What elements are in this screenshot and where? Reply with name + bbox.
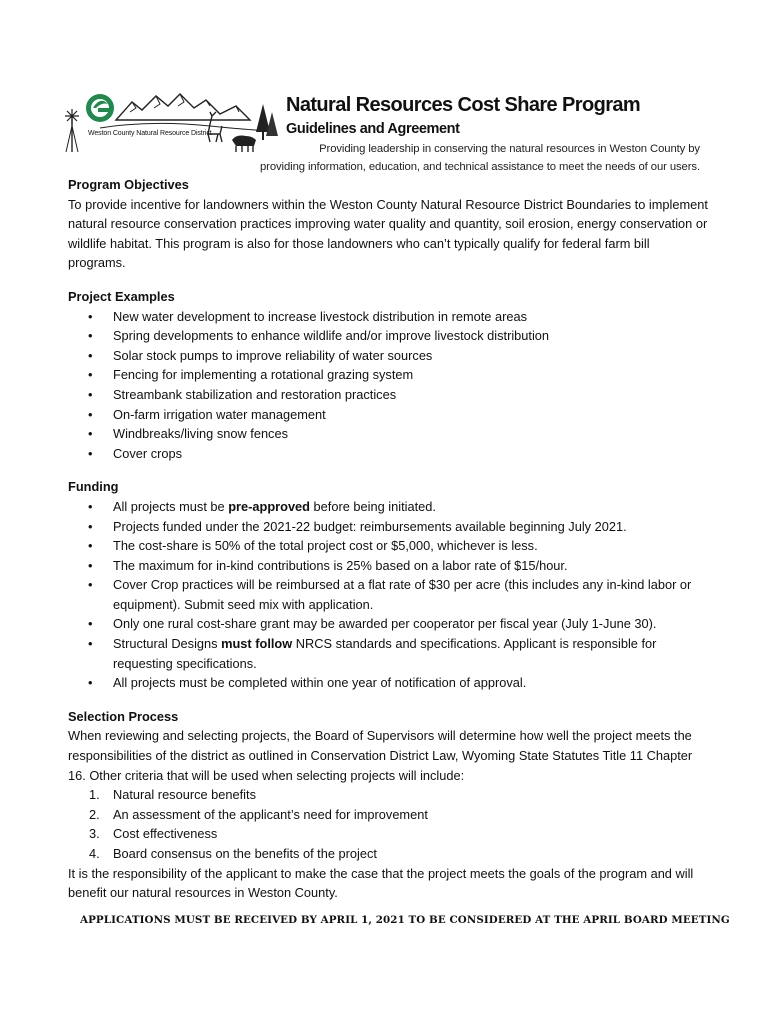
criteria-number: 2. xyxy=(89,806,100,822)
funding-list xyxy=(68,497,708,693)
funding-heading: Funding xyxy=(68,479,119,495)
criteria-text: An assessment of the applicant’s need for improvement xyxy=(113,806,428,822)
tagline-line-2: providing information, education, and technical assistance to meet the needs of our users. xyxy=(259,161,700,173)
deadline-notice: APPLICATIONS MUST BE RECEIVED BY APRIL 1, 2021 TO BE CONSIDERED AT THE APRIL BOARD MEETING xyxy=(80,914,730,926)
funding-item-1-bold: pre-approved xyxy=(228,498,310,514)
selection-section xyxy=(68,707,708,903)
list-item: • New water development to increase livestock distribution in remote areas xyxy=(68,307,708,327)
list-item: • Projects funded under the 2021-22 budget: reimbursements available beginning July 2021. xyxy=(68,517,708,537)
funding-item-7-pre: Structural Designs xyxy=(113,636,222,652)
criteria-text: Board consensus on the benefits of the project xyxy=(113,846,377,861)
funding-item-7-bold: must follow xyxy=(221,636,293,652)
selection-heading: Selection Process xyxy=(68,708,179,724)
examples-list xyxy=(68,307,708,464)
examples-heading: Project Examples xyxy=(68,288,175,304)
examples-section xyxy=(68,287,708,463)
list-item xyxy=(68,824,708,844)
list-item xyxy=(68,634,708,673)
selection-intro: When reviewing and selecting projects, the Board of Supervisors will determine how well the project meets the responsibilities of the district as outlined in Conservation District Law, Wyoming State Statutes Title 11 Chapter 16. Other criteria that will be used when selecting projects will include: xyxy=(68,728,693,783)
criteria-list xyxy=(68,785,708,863)
list-item xyxy=(68,805,708,825)
page-title: Natural Resources Cost Share Program xyxy=(286,94,641,116)
list-item: • Only one rural cost-share grant may be awarded per cooperator per fiscal year (July 1-June 30). xyxy=(68,614,708,634)
funding-section xyxy=(68,477,708,693)
list-item xyxy=(68,785,708,805)
list-item: • On-farm irrigation water management xyxy=(68,405,708,425)
list-item: • Solar stock pumps to improve reliability of water sources xyxy=(68,346,708,366)
criteria-number: 4. xyxy=(89,846,100,861)
list-item: • All projects must be completed within one year of notification of approval. xyxy=(68,673,708,693)
list-item: • Spring developments to enhance wildlife and/or improve livestock distribution xyxy=(68,326,708,346)
list-item xyxy=(68,844,708,864)
document-body xyxy=(68,175,708,917)
funding-item-1-pre: All projects must be xyxy=(113,498,229,514)
tagline xyxy=(222,140,700,176)
criteria-text: Natural resource benefits xyxy=(113,787,256,803)
list-item: • Fencing for implementing a rotational grazing system xyxy=(68,365,708,385)
list-item: • Cover Crop practices will be reimbursed at a flat rate of $30 per acre (this includes any in-kind labor or equipment). Submit seed mix with application. xyxy=(68,575,708,614)
selection-closing: It is the responsibility of the applicant to make the case that the project meets the goals of the program and will benefit our natural resources in Weston County. xyxy=(68,865,694,901)
list-item xyxy=(68,497,708,517)
objectives-text: To provide incentive for landowners within the Weston County Natural Resource District Boundaries to implement natural resource conservation practices improving water quality and quantity, soil erosion, energy conservation or wildlife habitat. This program is also for those landowners who can’t typically qualify for federal farm bill programs. xyxy=(68,196,708,271)
logo-text: Weston County Natural Resource District xyxy=(88,130,212,137)
criteria-text: Cost effectiveness xyxy=(113,826,218,842)
funding-item-7-post: NRCS standards and specifications. Applicant is responsible for requesting specifications. xyxy=(113,636,657,671)
criteria-number: 1. xyxy=(89,787,100,803)
list-item: • The cost-share is 50% of the total project cost or $5,000, whichever is less. xyxy=(68,536,708,556)
tagline-line-1: Providing leadership in conserving the natural resources in Weston County by xyxy=(319,143,700,155)
list-item: • The maximum for in-kind contributions is 25% based on a labor rate of $15/hour. xyxy=(68,556,708,576)
list-item: • Streambank stabilization and restoration practices xyxy=(68,385,708,405)
page-subtitle: Guidelines and Agreement xyxy=(286,121,460,137)
objectives-heading: Program Objectives xyxy=(68,177,189,192)
list-item: • Windbreaks/living snow fences xyxy=(68,424,708,444)
list-item: • Cover crops xyxy=(68,444,708,464)
objectives-section xyxy=(68,175,708,273)
criteria-number: 3. xyxy=(89,826,100,842)
funding-item-1-post: before being initiated. xyxy=(310,498,436,514)
